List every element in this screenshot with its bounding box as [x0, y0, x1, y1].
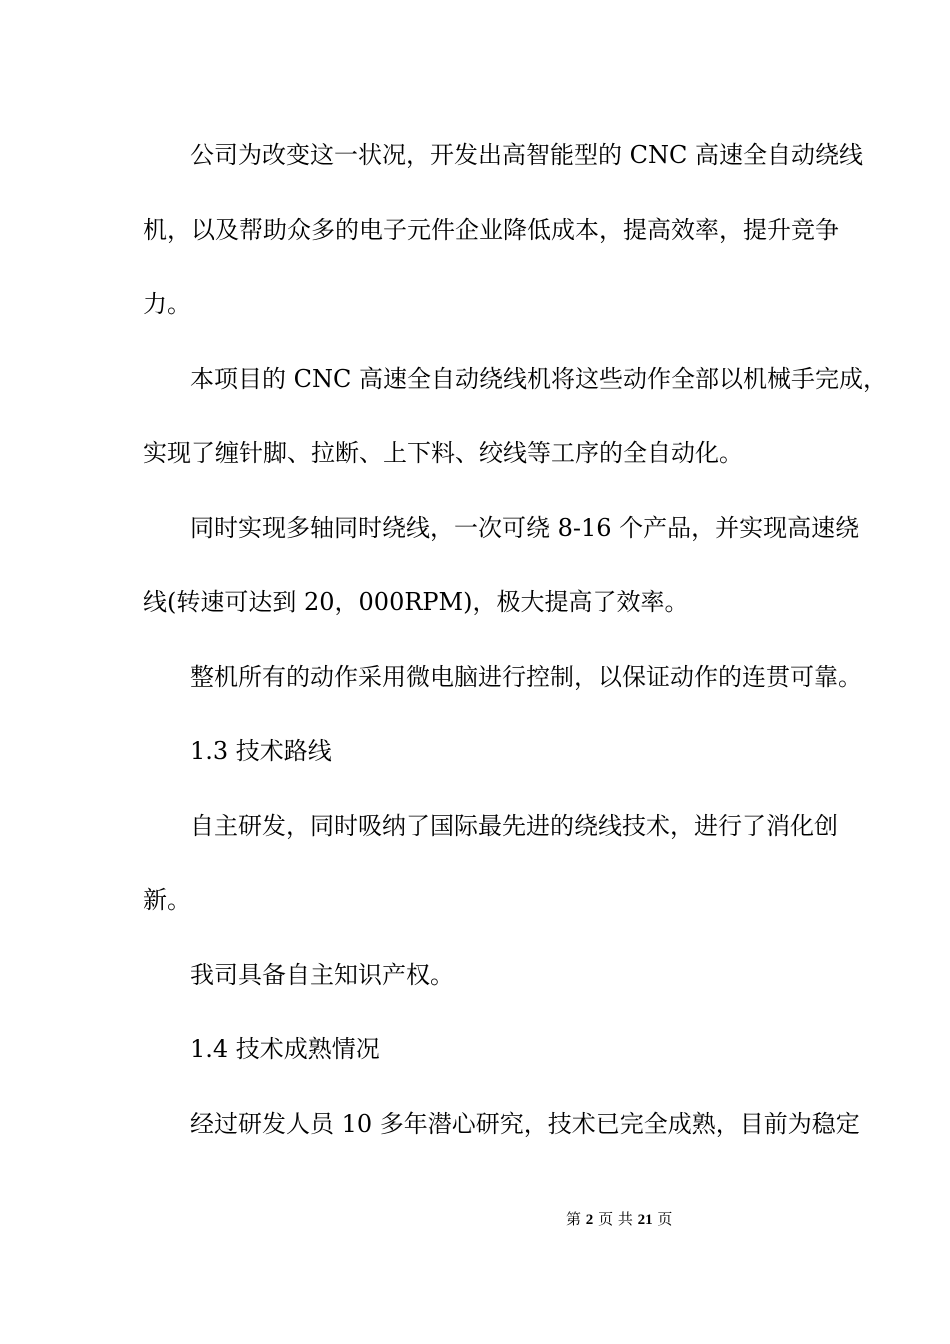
- paragraph-line: 自主研发，同时吸纳了国际最先进的绕线技术，进行了消化创: [190, 812, 838, 840]
- footer-suffix: 页: [657, 1210, 673, 1228]
- footer-total-pages: 21: [637, 1212, 653, 1228]
- paragraph-line: 公司为改变这一状况，开发出高智能型的 CNC 高速全自动绕线: [190, 141, 863, 169]
- section-heading: 1.4 技术成熟情况: [190, 1035, 380, 1063]
- paragraph-line: 线(转速可达到 20，000RPM)，极大提高了效率。: [143, 588, 689, 616]
- paragraph-line: 本项目的 CNC 高速全自动绕线机将这些动作全部以机械手完成，: [190, 365, 887, 393]
- paragraph-line: 力。: [143, 290, 191, 318]
- paragraph-line: 整机所有的动作采用微电脑进行控制，以保证动作的连贯可靠。: [190, 663, 862, 691]
- paragraph-line: 我司具备自主知识产权。: [190, 961, 454, 989]
- footer-prefix: 第: [566, 1210, 582, 1228]
- paragraph-line: 实现了缠针脚、拉断、上下料、绞线等工序的全自动化。: [143, 439, 743, 467]
- page-footer: [566, 1209, 672, 1230]
- paragraph-line: 经过研发人员 10 多年潜心研究，技术已完全成熟，目前为稳定: [190, 1110, 860, 1138]
- footer-middle: 页 共: [598, 1210, 633, 1228]
- paragraph-line: 新。: [143, 886, 191, 914]
- footer-current-page: 2: [585, 1212, 594, 1228]
- section-heading: 1.3 技术路线: [190, 737, 332, 765]
- paragraph-line: 同时实现多轴同时绕线，一次可绕 8-16 个产品，并实现高速绕: [190, 514, 860, 542]
- paragraph-line: 机，以及帮助众多的电子元件企业降低成本，提高效率，提升竞争: [143, 216, 839, 244]
